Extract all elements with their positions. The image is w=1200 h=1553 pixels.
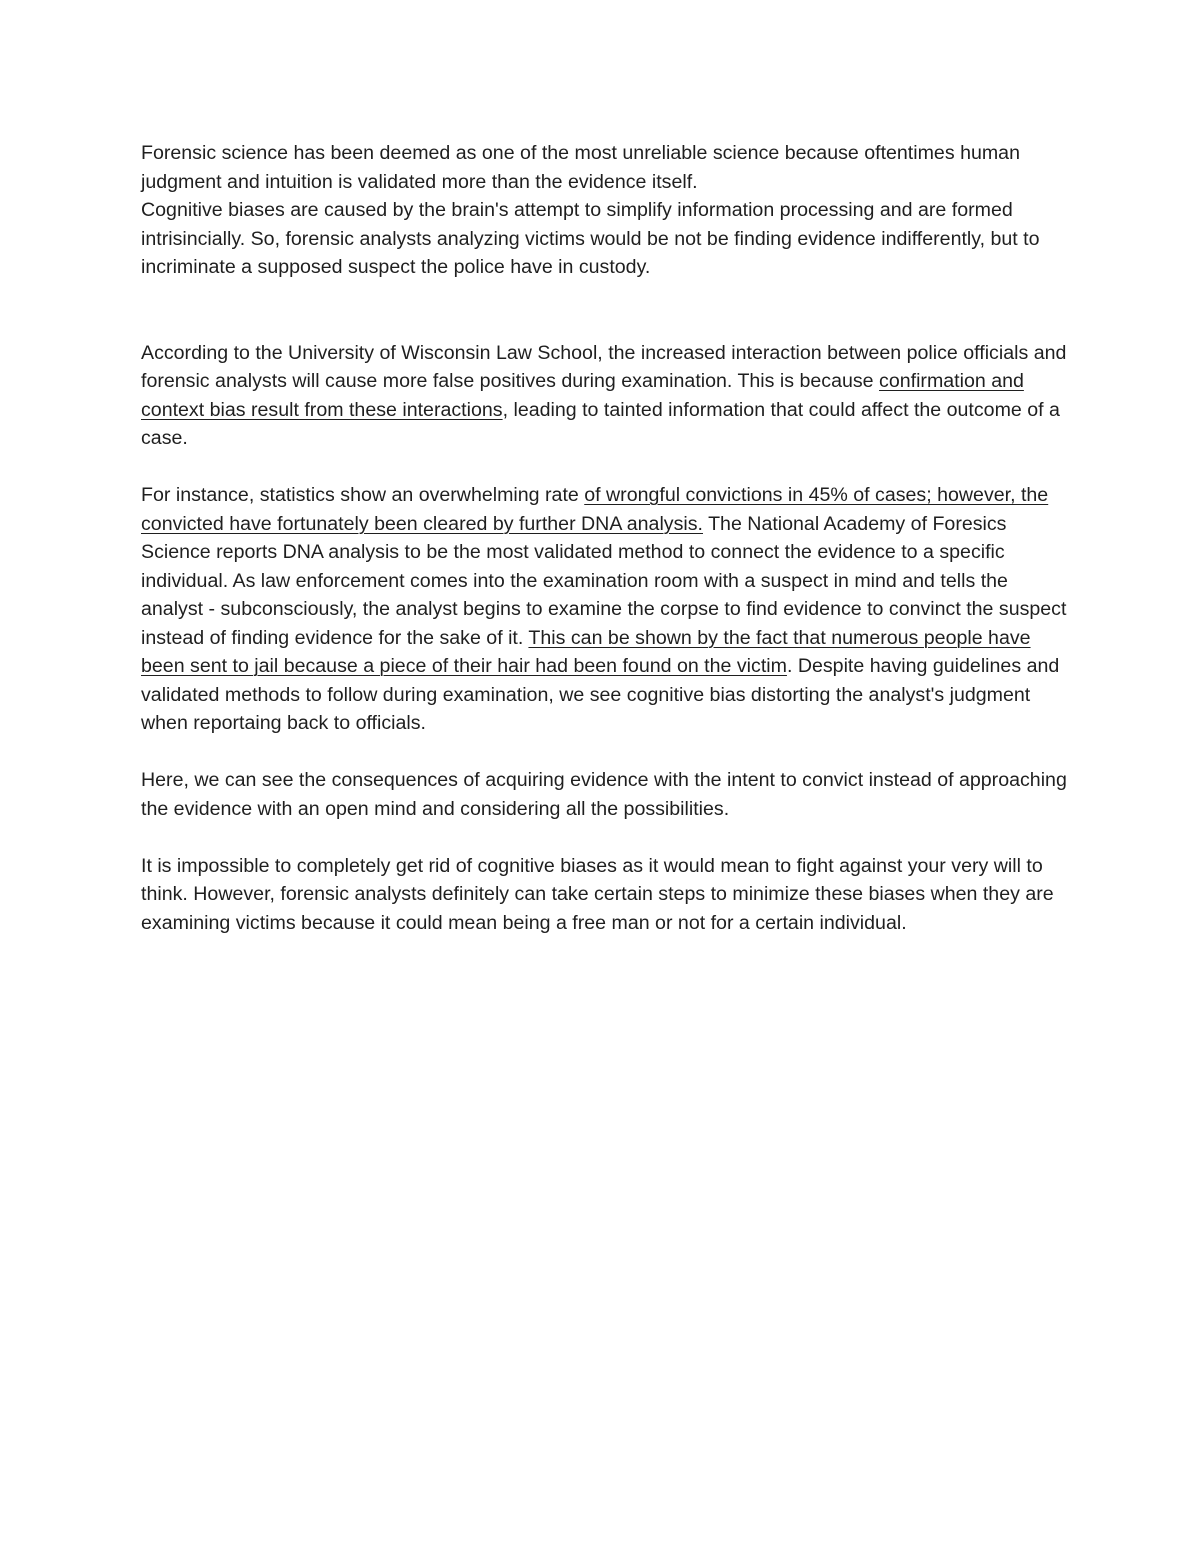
paragraph-spacer (141, 738, 1071, 767)
paragraph-spacer (141, 282, 1071, 339)
paragraph-2-text-start: According to the University of Wisconsin Law School, the increased interaction between police officials and forensic analysts will cause more false positives during examination. This is because (141, 341, 1067, 392)
paragraph-5: It is impossible to completely get rid of cognitive biases as it would mean to fight against your very will to think. However, forensic analysts definitely can take certain steps to minimize these biases when they are examining victims because it could mean being a free man or not for a certain individual. (141, 854, 1054, 934)
paragraph-3-text-end: . Despite having guidelines and validated methods to follow during examination, we see cognitive bias distorting the analyst's judgment when reportaing back to officials. (141, 655, 1060, 734)
paragraph-2-text-end: , leading to tainted information that could affect the outcome of a case. (141, 398, 1060, 449)
paragraph-2 (141, 339, 1071, 453)
paragraph-spacer (141, 453, 1071, 482)
document-body (141, 139, 1071, 937)
paragraph-4: Here, we can see the consequences of acquiring evidence with the intent to convict instead of approaching the evidence with an open mind and considering all the possibilities. (141, 769, 1067, 820)
underlined-phrase-hair-evidence: This can be shown by the fact that numerous people have been sent to jail because a piece of their hair had been found on the victim (141, 626, 1031, 677)
paragraph-3-text-middle: The National Academy of Foresics Science reports DNA analysis to be the most validated method to connect the evidence to a specific individual. As law enforcement comes into the examination room with a suspect in mind and tells the analyst - subconsciously, the analyst begins to examine the corpse to find evidence to convinct the suspect instead of finding evidence for the sake of it. (141, 512, 1067, 649)
paragraph-1-sentence-1: Forensic science has been deemed as one of the most unreliable science because oftentimes human judgment and intuition is validated more than the evidence itself. (141, 142, 1020, 193)
paragraph-3 (141, 481, 1071, 738)
paragraph-1-sentence-2: Cognitive biases are caused by the brain's attempt to simplify information processing and are formed intrisincially. So, forensic analysts analyzing victims would be not be finding evidence indifferently, but to incriminate a supposed suspect the police have in custody. (141, 199, 1040, 278)
paragraph-spacer (141, 823, 1071, 852)
underlined-phrase-confirmation-bias: confirmation and context bias result from these interactions (141, 370, 1024, 421)
paragraph-3-text-start: For instance, statistics show an overwhelming rate (141, 484, 585, 506)
underlined-phrase-wrongful-convictions: of wrongful convictions in 45% of cases; however, the convicted have fortunately been cleared by further DNA analysis. (141, 484, 1049, 535)
